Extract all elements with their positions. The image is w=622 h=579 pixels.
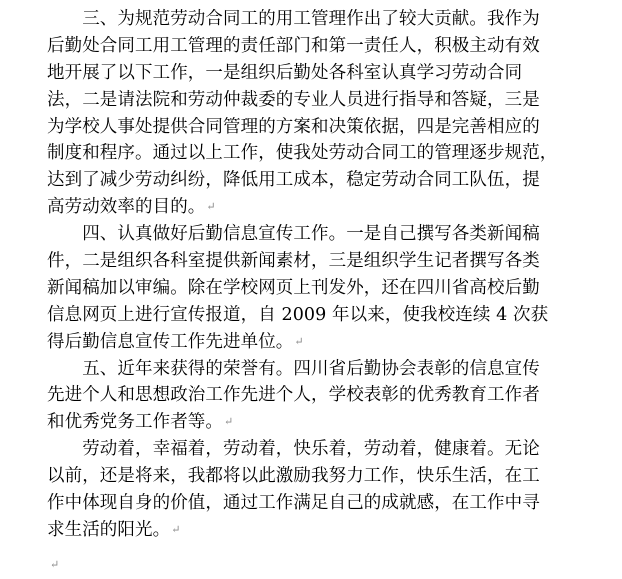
text-line bbox=[47, 140, 567, 167]
line-text: 达到了减少劳动纠纷，降低用工成本，稳定劳动合同工队伍，提 bbox=[47, 170, 540, 191]
paragraph-mark-icon: ↵ bbox=[50, 557, 60, 571]
text-line bbox=[47, 194, 567, 221]
line-text: 为学校人事处提供合同管理的方案和决策依据，四是完善相应的 bbox=[47, 116, 540, 137]
paragraph-mark-icon: ↵ bbox=[206, 200, 216, 214]
document-body bbox=[47, 6, 567, 544]
text-line bbox=[47, 356, 567, 383]
text-line bbox=[47, 436, 567, 463]
text-line bbox=[47, 490, 567, 517]
line-text: 信息网页上进行宣传报道，自 2009 年以来，使我校连续 4 次获 bbox=[47, 304, 549, 325]
line-text: 制度和程序。通过以上工作，使我处劳动合同工的管理逐步规范， bbox=[47, 143, 558, 164]
empty-paragraph bbox=[47, 544, 567, 571]
text-line bbox=[47, 114, 567, 141]
paragraph bbox=[47, 356, 567, 437]
paragraph bbox=[47, 221, 567, 355]
text-line bbox=[47, 463, 567, 490]
line-text: 以前，还是将来，我都将以此激励我努力工作，快乐生活，在工 bbox=[47, 466, 540, 487]
line-text: 后勤处合同工用工管理的责任部门和第一责任人，积极主动有效 bbox=[47, 35, 540, 56]
line-text: 作中体现自身的价值，通过工作满足自己的成就感，在工作中寻 bbox=[47, 493, 540, 514]
paragraph bbox=[47, 436, 567, 544]
line-text: 件，二是组织各科室提供新闻素材，三是组织学生记者撰写各类 bbox=[47, 251, 540, 272]
line-text: 三、为规范劳动合同工的用工管理作出了较大贡献。我作为 bbox=[47, 9, 540, 29]
text-line bbox=[47, 302, 567, 329]
text-line bbox=[47, 87, 567, 114]
line-text: 先进个人和思想政治工作先进个人，学校表彰的优秀教育工作者 bbox=[47, 385, 540, 406]
line-text: 得后勤信息宣传工作先进单位。 bbox=[47, 331, 294, 352]
paragraph-mark-icon: ↵ bbox=[224, 415, 234, 429]
line-text: 和优秀党务工作者等。 bbox=[47, 412, 223, 433]
line-text: 五、近年来获得的荣誉有。四川省后勤协会表彰的信息宣传 bbox=[47, 358, 540, 379]
text-line bbox=[47, 221, 567, 248]
line-text: 地开展了以下工作，一是组织后勤处各科室认真学习劳动合同 bbox=[47, 62, 523, 83]
text-line bbox=[47, 329, 567, 356]
text-line bbox=[47, 167, 567, 194]
line-text: 新闻稿加以审编。除在学校网页上刊发外，还在四川省高校后勤 bbox=[47, 277, 540, 298]
text-line bbox=[47, 60, 567, 87]
line-text: 法，二是请法院和劳动仲裁委的专业人员进行指导和答疑，三是 bbox=[47, 89, 540, 110]
text-line bbox=[47, 33, 567, 60]
line-text: 劳动着，幸福着，劳动着，快乐着，劳动着，健康着。无论 bbox=[47, 439, 540, 460]
text-line bbox=[47, 248, 567, 275]
text-line bbox=[47, 409, 567, 436]
document-page bbox=[47, 6, 567, 571]
line-text: 高劳动效率的目的。 bbox=[47, 197, 206, 218]
text-line bbox=[47, 382, 567, 409]
text-line bbox=[47, 275, 567, 302]
text-line bbox=[47, 517, 567, 544]
text-line bbox=[47, 6, 567, 33]
line-text: 求生活的阳光。 bbox=[47, 519, 171, 540]
paragraph-mark-icon: ↵ bbox=[171, 522, 181, 536]
paragraph bbox=[47, 6, 567, 221]
paragraph-mark-icon: ↵ bbox=[294, 334, 304, 348]
line-text: 四、认真做好后勤信息宣传工作。一是自己撰写各类新闻稿 bbox=[47, 224, 540, 245]
